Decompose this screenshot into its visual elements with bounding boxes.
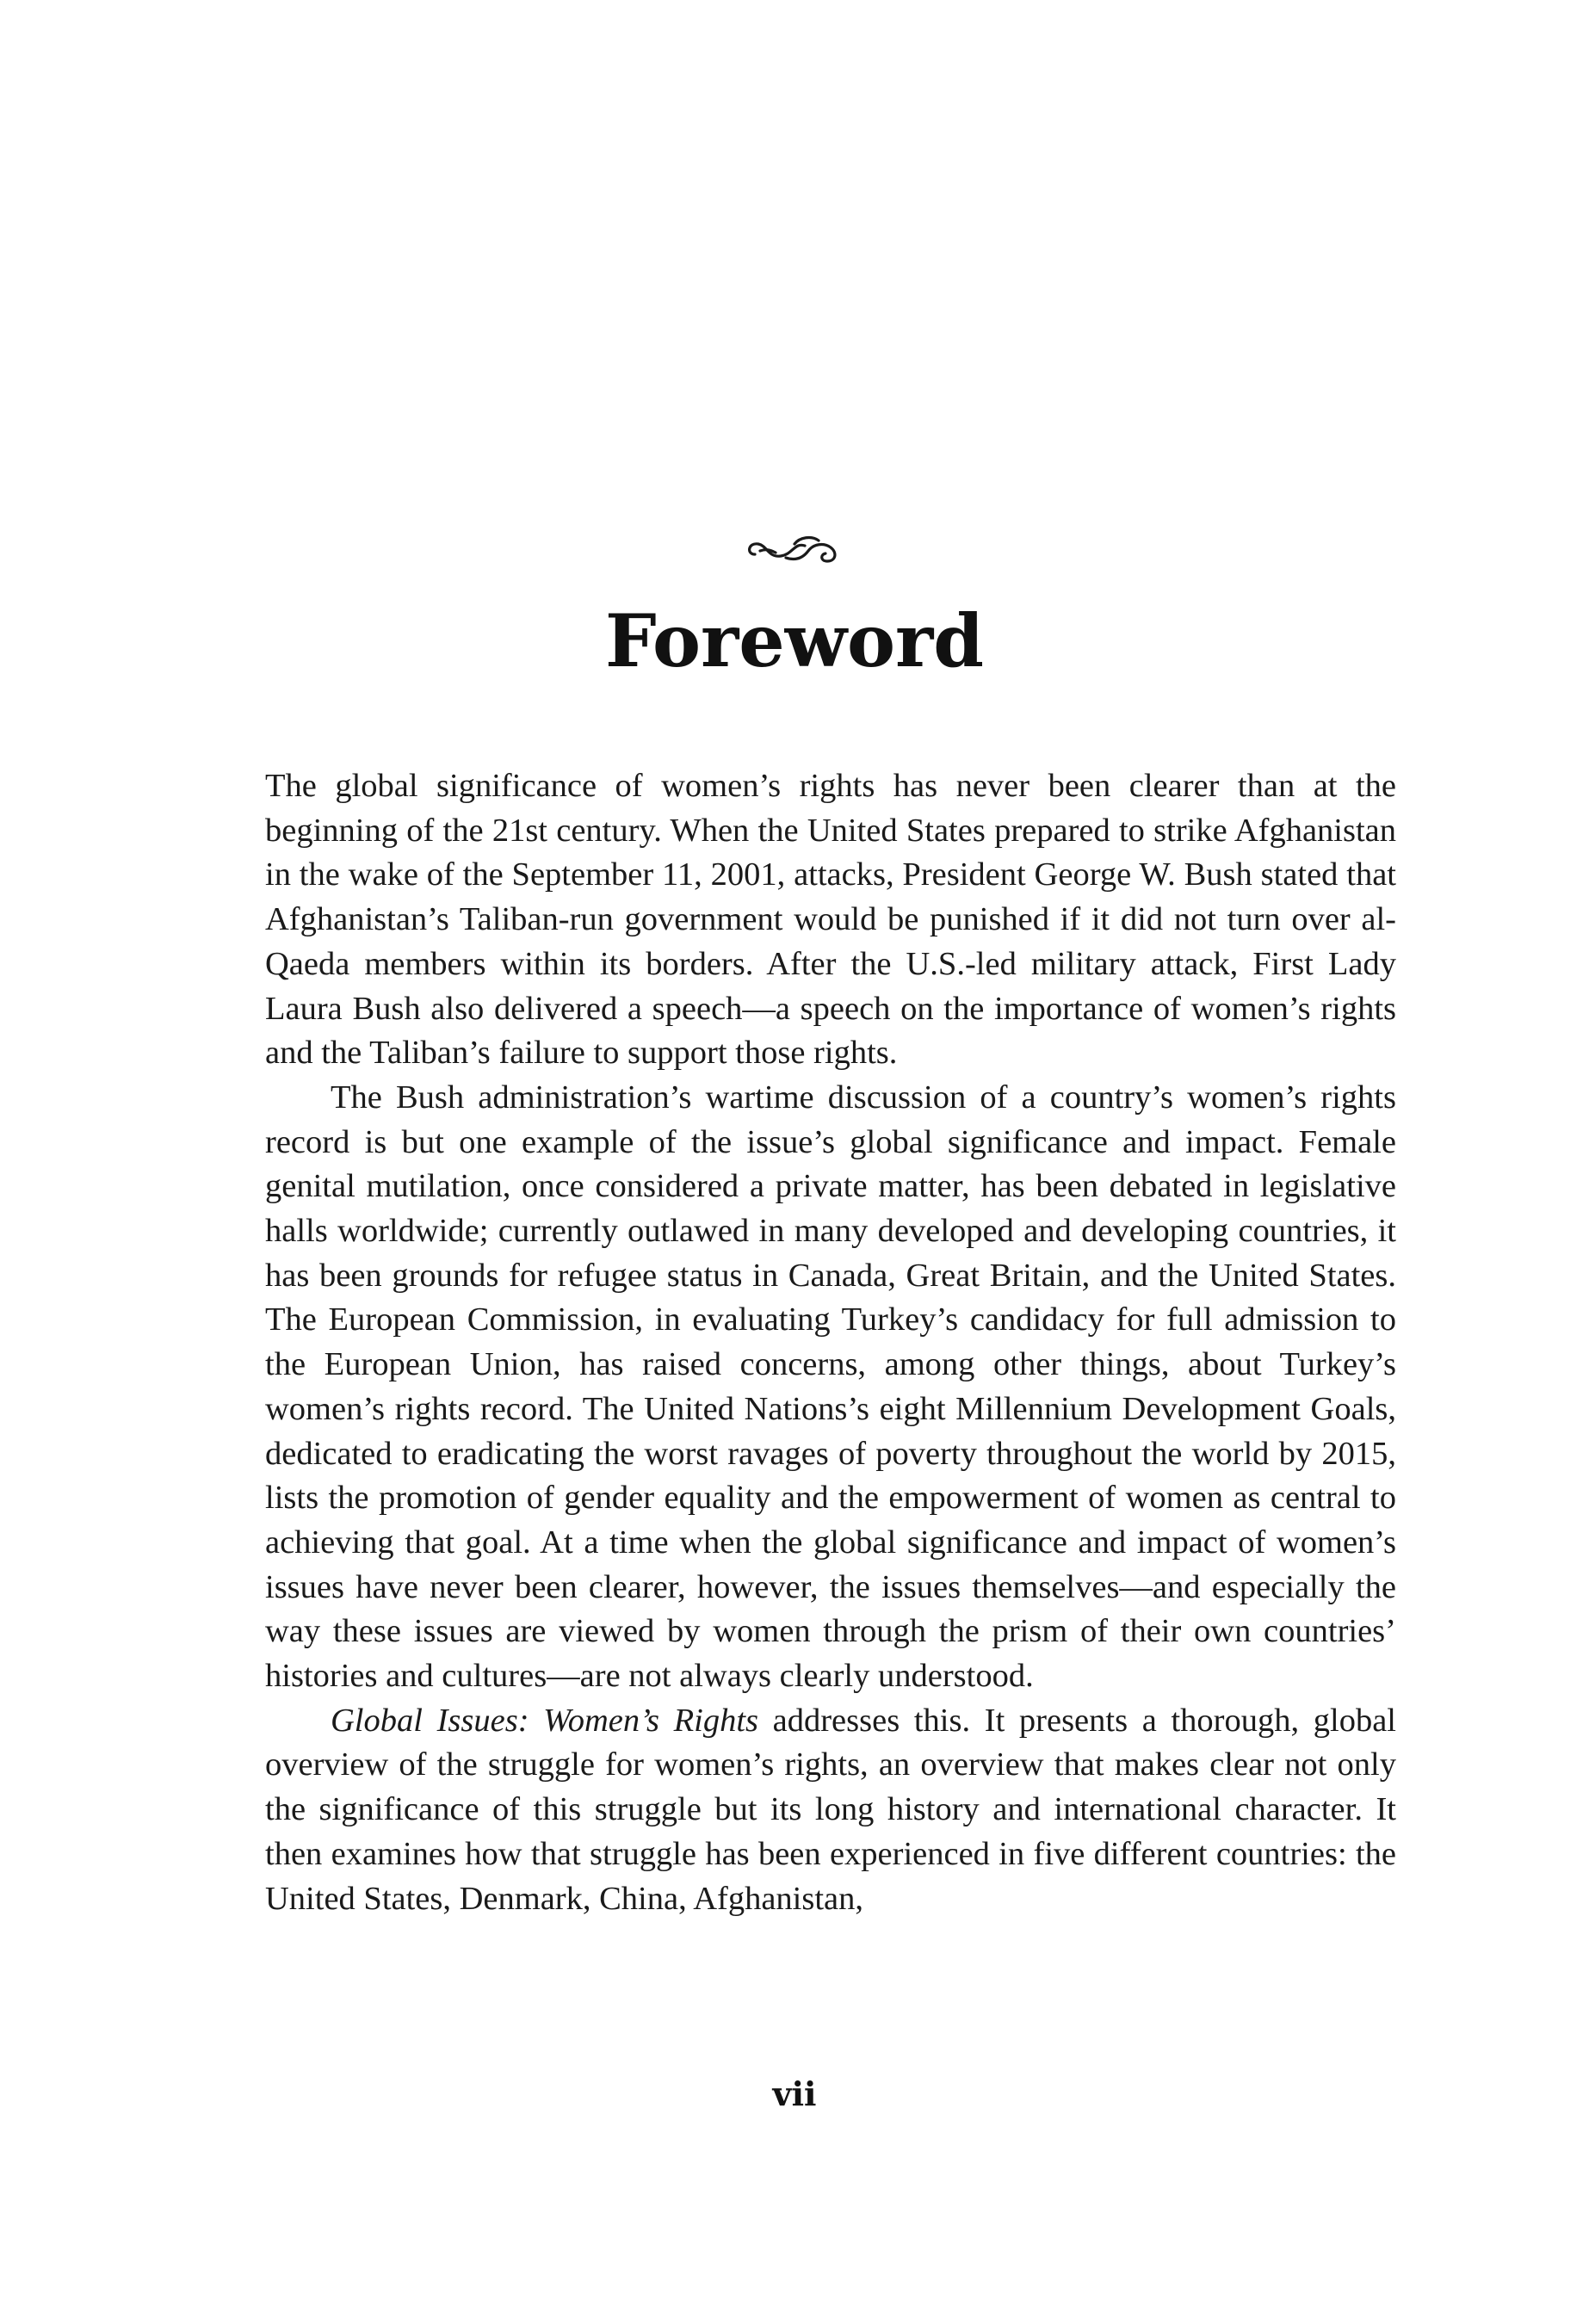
swash-flourish-icon	[743, 532, 846, 572]
paragraph-3-text: addresses this. It presents a thorough, global overview of the struggle for women’s rights, an overview that makes clear not only the significance of this struggle but its long history and international character. It then examines how that struggle has been experienced in five different countries: the United States, Denmark, China, Afghanistan,	[265, 1702, 1396, 1917]
paragraph-3	[265, 1699, 1396, 1922]
page-title: Foreword	[604, 598, 985, 683]
page-number: vii	[772, 2074, 817, 2113]
paragraph-2: The Bush administration’s wartime discussion of a country’s women’s rights record is but one example of the issue’s global significance and impact. Female genital mutilation, once considered a private matter, has been debated in legislative halls worldwide; currently outlawed in many developed and developing countries, it has been grounds for refugee status in Canada, Great Britain, and the United States. The European Commission, in evaluating Turkey’s candidacy for full admission to the European Union, has raised concerns, among other things, about Turkey’s women’s rights record. The United Nations’s eight Millennium Development Goals, dedicated to eradicating the worst ravages of poverty throughout the world by 2015, lists the promotion of gender equality and the empowerment of women as central to achieving that goal. At a time when the global significance and impact of women’s issues have never been clearer, however, the issues themselves—and especially the way these issues are viewed by women through the prism of their own countries’ histories and cultures—are not always clearly understood.	[265, 1079, 1396, 1695]
title-ornament	[0, 532, 1589, 584]
book-title-italic: Global Issues: Women’s Rights	[331, 1702, 758, 1739]
foreword-body	[265, 764, 1396, 1921]
paragraph-1: The global significance of women’s rights has never been clearer than at the beginning of the 21st century. When the United States prepared to strike Afghanistan in the wake of the September 11, 2001, attacks, President George W. Bush stated that Afghanistan’s Taliban-run government would be punished if it did not turn over al-Qaeda members within its borders. After the U.S.-led military attack, First Lady Laura Bush also delivered a speech—a speech on the importance of women’s rights and the Taliban’s failure to support those rights.	[265, 768, 1396, 1072]
